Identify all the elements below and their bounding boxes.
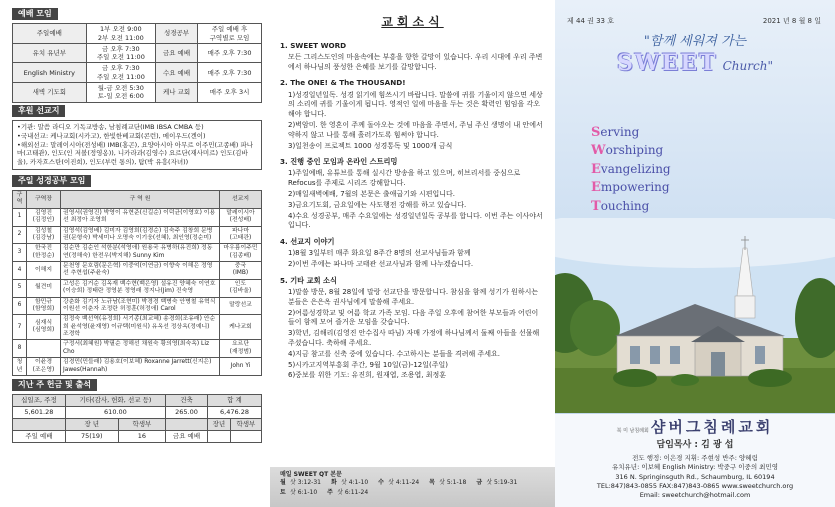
- worship-cell: 매주 오후 7:30: [198, 43, 262, 63]
- bible-cell: 한국진 (한정순): [27, 244, 61, 262]
- acrostic-line: [591, 198, 671, 216]
- qt-passage: 삿 6:1-10: [290, 489, 318, 497]
- acrostic-word: ouching: [600, 198, 650, 213]
- stats-cell: 265.00: [166, 407, 208, 419]
- worship-cell: 금 오후 7:30 주일 오전 11:00: [86, 63, 155, 83]
- attendance-cell: 주일 예배: [13, 431, 66, 443]
- church-contact: TEL:847)843-0855 FAX:847)843-0865 www.sweetchurch.org: [596, 482, 794, 491]
- staff-line-1: 전도 행정: 이은경 지휘: 주현성 반주: 양혜림: [632, 453, 758, 462]
- worship-cell: 수요 예배: [155, 63, 197, 83]
- table-row: [13, 297, 262, 315]
- news-item: 3)일천송이 프로젝트 1000 성경통독 및 1000개 금식: [288, 141, 453, 150]
- bible-cell: 문천영 문호림(문은혁) 이중억(이연금) 이향숙 이해은 정영선 추현섭(주윤숙): [61, 262, 220, 280]
- acrostic-letter: S: [591, 125, 601, 140]
- bible-cell: 심재식 (심영희): [27, 315, 61, 340]
- issue-date: 2021 년 8 월 8 일: [762, 17, 821, 25]
- bible-cell: 4: [13, 262, 27, 280]
- acrostic-line: [591, 179, 671, 197]
- qt-passage: 삿 4:1-10: [340, 479, 369, 487]
- acrostic-line: [591, 161, 671, 179]
- missions-text: •기관: 말씀 라디오 기독교방송, 남침례교단(IMB IBSA CMBA 등) •국내선교: 케나교회(시카고), 한빛한베교회(콘런), 메이우드(겐이) •해외선교: 말레이시아(전성배) IMB(홍곤), 요양아시아 아무르 이주민(고종배) 파나마(고태관), 인도(인 저볼(정영옹)), 니카라과(김영수) 요르단(재사미르) 인도(김바울), 카자흐스탄(이진희), 인도(부런 통의), 탐(박 유흥(자녀)): [12, 120, 262, 170]
- news-item: 3)금요기도회, 금요일에는 사도행전 강해를 하고 있습니다.: [288, 200, 467, 209]
- issue-number: 제 44 권 33 호: [567, 17, 615, 25]
- left-panel: [0, 0, 270, 507]
- qt-passage: 삿 5:19-31: [486, 479, 518, 487]
- offering-table: [12, 394, 262, 443]
- slogan: "함께 세워져 가는: [643, 34, 747, 49]
- acrostic-letter: W: [591, 143, 606, 159]
- worship-cell: 금 오후 7:30 주일 오전 11:00: [86, 43, 155, 63]
- bible-cell: 강춘화 김기자 노규남(조현미) 박경경 백병숙 안병철 유혁식 이원선 이춘자 조정란 허정훈(허정애) Carol: [61, 297, 220, 315]
- stats-cell: 610.00: [65, 407, 165, 419]
- worship-cell: 주일 예배 후 구역별로 모임: [198, 24, 262, 44]
- church-building-photo: [555, 218, 835, 413]
- worship-cell: 매주 오후 7:30: [198, 63, 262, 83]
- bible-cell: 1: [13, 208, 27, 226]
- attendance-cell: 금요 예배: [166, 431, 208, 443]
- qt-item: [327, 489, 368, 497]
- news-item: 5)시카고지역부흥회 주간, 9월 10일(금)-12일(주일): [288, 360, 448, 369]
- bible-cell: 김성철 (김강남): [27, 226, 61, 244]
- church-info: [555, 414, 835, 507]
- bible-cell: 청년: [13, 358, 27, 376]
- bible-cell: 2: [13, 226, 27, 244]
- church-address: 316 N. Springinsguth Rd., Schaumburg, IL 60194: [615, 472, 775, 481]
- bible-cell: 중국 (IMB): [220, 262, 262, 280]
- qt-passage: 삿 6:11-24: [337, 489, 369, 497]
- qt-item: [280, 489, 317, 497]
- bible-cell: [27, 340, 61, 358]
- news-item: 6)중보를 위한 기도: 유진희, 원재엽, 조용엽, 최정훈: [288, 371, 447, 380]
- qt-day: 수: [378, 479, 384, 487]
- church-word: Church": [722, 59, 773, 73]
- news-item: 1)성경일년일독. 성경 읽기에 힘쓰시기 바랍니다. 말씀에 귀를 기울이지 않으면 세상의 소리에 귀를 기울이게 됩니다. 영적인 일에 마음을 두는 것은 확력인 힘임을 각오해야 합니다.: [288, 90, 543, 119]
- news-panel: [270, 0, 555, 507]
- attendance-cell: 장년: [207, 419, 230, 431]
- stats-row: [13, 407, 262, 419]
- news-item: 2)매일새벽예배, 7월의 본문은 출애굽기와 시편입니다.: [288, 190, 455, 198]
- qt-day: 목: [429, 479, 435, 487]
- qt-item: [280, 479, 321, 487]
- bible-cell: 말랑선교: [220, 297, 262, 315]
- worship-cell: 성경공부: [155, 24, 197, 44]
- qt-box: [270, 467, 555, 507]
- worship-row: [13, 83, 262, 103]
- attendance-cell: 75(19): [65, 431, 118, 443]
- bible-cell: 말레이시아 (전성배): [220, 208, 262, 226]
- worship-cell: English Ministry: [13, 63, 87, 83]
- news-item: 2)여름성경학교 및 여름 학교 가족 모임. 다음 주일 오후에 참여한 부모들과 어린이들이 함께 모여 즐거운 모임을 갖습니다.: [288, 308, 539, 327]
- acrostic-word: orshiping: [605, 143, 664, 158]
- qt-day: 월: [280, 479, 286, 487]
- qt-item: [331, 479, 368, 487]
- bible-cell: 김영진 (김정인): [27, 208, 61, 226]
- table-row: [13, 226, 262, 244]
- bible-cell: 파나마 (고태관): [220, 226, 262, 244]
- table-row: [13, 244, 262, 262]
- table-row: [13, 262, 262, 280]
- qt-passage: 삿 4:11-24: [388, 479, 420, 487]
- acrostic-letter: T: [591, 198, 601, 214]
- news-section: [280, 78, 545, 151]
- stats-cell: 십일조, 주정: [13, 395, 66, 407]
- news-item: 1)말씀 방문, 8월 28일에 말랑 선교단을 방문합니다. 참심을 함께 성기가 원하시는 분들은 은은옥 권사님에게 말씀해 주세요.: [288, 287, 539, 306]
- bible-cell: 마우름이주민(김종배): [220, 244, 262, 262]
- table-row: [13, 358, 262, 376]
- attendance-cell: [207, 431, 230, 443]
- staff-line-2: 유치유년: 이보혜 English Ministry: 박중구 이중의 최민영: [611, 463, 779, 472]
- bible-cell: 고성은 김거순 김옥재 백수현(백은영) 설유진 양혜숙 이연호(이승희) 정태란 정영분 정영래 정지나(Jim) 진숙영: [61, 279, 220, 297]
- bible-cell: 이해지: [27, 262, 61, 280]
- worship-cell: 새벽 기도회: [13, 83, 87, 103]
- table-row: [13, 279, 262, 297]
- news-item: 3)학년, 김해리(김영진 안수집사 따님) 자매 가정에 하나님께서 둘째 아들을 선물해 주셨습니다. 축하해 주세요.: [288, 329, 540, 347]
- attendance-cell: 학생부: [230, 419, 261, 431]
- bible-cell: 7: [13, 315, 27, 340]
- news-item: 1)주일예배, 유튜브를 통해 실시간 방송을 하고 있으며, 히브리서를 중심으로 Refocus를 주제로 시리즈 강해합니다.: [288, 169, 521, 188]
- stats-cell: 6,476.28: [207, 407, 261, 419]
- acrostic-line: [591, 124, 671, 142]
- worship-cell: 매주 오후 3시: [198, 83, 262, 103]
- bible-cell: 구정서(최혜원) 박필순 정해선 채원숙 황의영(최숙옥) Liz Cho: [61, 340, 220, 358]
- bible-cell: 8: [13, 340, 27, 358]
- worship-cell: 주일예배: [13, 24, 87, 44]
- bible-cell: 6: [13, 297, 27, 315]
- stats-cell: 기타(감사, 헌화, 선교 등): [65, 395, 165, 407]
- bible-header: 선교지: [220, 191, 262, 209]
- worship-row: [13, 24, 262, 44]
- news-section: [280, 276, 545, 381]
- table-row: [13, 315, 262, 340]
- news-section-heading: 1. SWEET WORD: [280, 40, 347, 50]
- stats-cell: 건축: [166, 395, 208, 407]
- acrostic-word: erving: [600, 125, 640, 139]
- news-section-heading: 5. 기타 교회 소식: [280, 275, 337, 285]
- bible-cell: 함민규 (함영희): [27, 297, 61, 315]
- bible-header: 구역: [13, 191, 27, 209]
- qt-item: [378, 479, 419, 487]
- news-section: [280, 157, 545, 231]
- bible-cell: 김정숙 백선역(유정희) 서기종(최교혜) 송경희(조유래) 안순희 윤석영(윤재영) 이규택(미원식) 유옥선 정상옥(정예니) 조경학: [61, 315, 220, 340]
- bible-cell: 케나교회: [220, 315, 262, 340]
- sweet-acrostic: [591, 124, 671, 216]
- bible-cell: John Yi: [220, 358, 262, 376]
- table-row: [13, 340, 262, 358]
- attendance-cell: [166, 419, 208, 431]
- worship-cell: 금요 예배: [155, 43, 197, 63]
- stats-row: [13, 431, 262, 443]
- qt-passage: 삿 3:12-31: [290, 479, 321, 487]
- attendance-cell: 학생부: [118, 419, 165, 431]
- news-item: 1)8월 3일부터 매주 화요일 8주간 8명의 선교사님들과 함께: [288, 249, 471, 258]
- bible-cell: 김순만 김순인 석한분(석영애) 원용국 유병하(유진희) 정동연(정해숙) 한전우(박지해) Sunny Kim: [61, 244, 220, 262]
- news-item: 2)이번 주에는 파나마 고태관 선교사님과 함께 나누겠습니다.: [288, 260, 474, 269]
- worship-row: [13, 43, 262, 63]
- news-section: [280, 237, 545, 270]
- qt-item: [429, 479, 466, 487]
- acrostic-letter: E: [591, 180, 601, 196]
- worship-row: [13, 63, 262, 83]
- qt-list: [280, 479, 545, 497]
- attendance-cell: [13, 419, 66, 431]
- qt-day: 금: [476, 479, 483, 487]
- stats-row: [13, 419, 262, 431]
- offering-title: 지난 주 헌금 및 출석: [12, 379, 97, 391]
- sweet-word: SWEET: [617, 50, 718, 76]
- bible-cell: 3: [13, 244, 27, 262]
- bible-header: 구 역 원: [61, 191, 220, 209]
- acrostic-word: mpowering: [600, 180, 670, 195]
- bible-header: 구역장: [27, 191, 61, 209]
- qt-passage: 삿 5:1-18: [439, 479, 467, 487]
- news-section-heading: 2. The ONE! & The THOUSAND!: [280, 78, 406, 88]
- acrostic-line: [591, 142, 671, 160]
- worship-cell: 케나 교회: [155, 83, 197, 103]
- attendance-cell: [230, 431, 261, 443]
- attendance-cell: 16: [118, 431, 165, 443]
- worship-cell: 1부 오전 9:00 2부 오전 11:00: [86, 24, 155, 44]
- cover-panel: [555, 0, 835, 507]
- qt-title: 매일 SWEET QT 본문: [280, 471, 342, 478]
- denomination: 북 미 남침례회: [616, 428, 649, 434]
- news-item: 2)벽암미. 한 영혼이 주께 돌아오는 것에 마음을 주면서, 주님 주신 생명이 내 안에서 약하지 않고 나를 통해 흘러가도록 힘써야 합니다.: [288, 120, 543, 139]
- stats-cell: 5,601.28: [13, 407, 66, 419]
- missions-title: 후원 선교지: [12, 105, 65, 117]
- acrostic-word: vangelizing: [600, 161, 671, 176]
- bible-cell: 월견미: [27, 279, 61, 297]
- pastor-name: 담임목사 : 김 광 섭: [656, 439, 734, 450]
- church-email: Email: sweetchurch@hotmail.com: [639, 491, 751, 500]
- news-sections: [280, 41, 545, 381]
- bible-cell: 권영서(권영진) 박영이 유현준(신길순) 이덕균(이영호) 이용선 최정아 조영희: [61, 208, 220, 226]
- bible-cell: 이윤경 (조은영): [27, 358, 61, 376]
- news-title: 교회소식: [381, 15, 444, 29]
- worship-cell: 유치 유년부: [13, 43, 87, 63]
- church-name: 샴버그침례교회: [650, 418, 774, 436]
- qt-day: 주: [327, 489, 333, 497]
- news-item: 모든 그리스도인의 마음속에는 부흥을 향한 갈망이 있습니다. 우리 시대에 우리 주변에서 하나님의 풍성한 은혜를 보기를 갈망합니다.: [288, 52, 543, 71]
- qt-day: 토: [280, 489, 286, 497]
- news-section-heading: 4. 선교지 이야기: [280, 237, 335, 247]
- bible-cell: 요르단 (재정범): [220, 340, 262, 358]
- bible-cell: 김경민(민들래) 김용호(이보혜) Roxanne Jarrett(신지은) Jawes(Hannah): [61, 358, 220, 376]
- sweet-church-logo: [555, 50, 835, 76]
- news-item: 4)지금 참고를 신축 중에 있습니다. 수고하시는 분들을 격려해 주세요.: [288, 349, 501, 358]
- table-row: [13, 208, 262, 226]
- qt-day: 화: [330, 479, 337, 487]
- news-section-heading: 3. 진행 중인 모임과 온라인 스트리밍: [280, 157, 398, 167]
- acrostic-letter: E: [591, 161, 601, 177]
- bible-study-table: [12, 190, 262, 376]
- worship-cell: 월-금 오전 5:30 토-일 오전 6:00: [86, 83, 155, 103]
- news-section: [280, 41, 545, 73]
- worship-table: [12, 23, 262, 103]
- qt-item: [476, 479, 517, 487]
- bible-study-title: 주일 성경공부 모임: [12, 175, 91, 187]
- news-item: 4)수요 성경공부, 매주 수요일에는 성경일년일독 공부를 합니다. 이번 주는 이사야서입니다.: [288, 211, 543, 230]
- bible-cell: 5: [13, 279, 27, 297]
- bible-cell: 김영석(김영배) 김미자 김영희(김경순) 김숙주 김창희 문병권(문형숙) 박세미나 오명숙 이기웅(선혜), 최인영(정순미): [61, 226, 220, 244]
- stats-row: [13, 395, 262, 407]
- bible-cell: 인도 (김바울): [220, 279, 262, 297]
- stats-cell: 합 계: [207, 395, 261, 407]
- worship-title: 예배 모임: [12, 8, 58, 20]
- attendance-cell: 장 년: [65, 419, 118, 431]
